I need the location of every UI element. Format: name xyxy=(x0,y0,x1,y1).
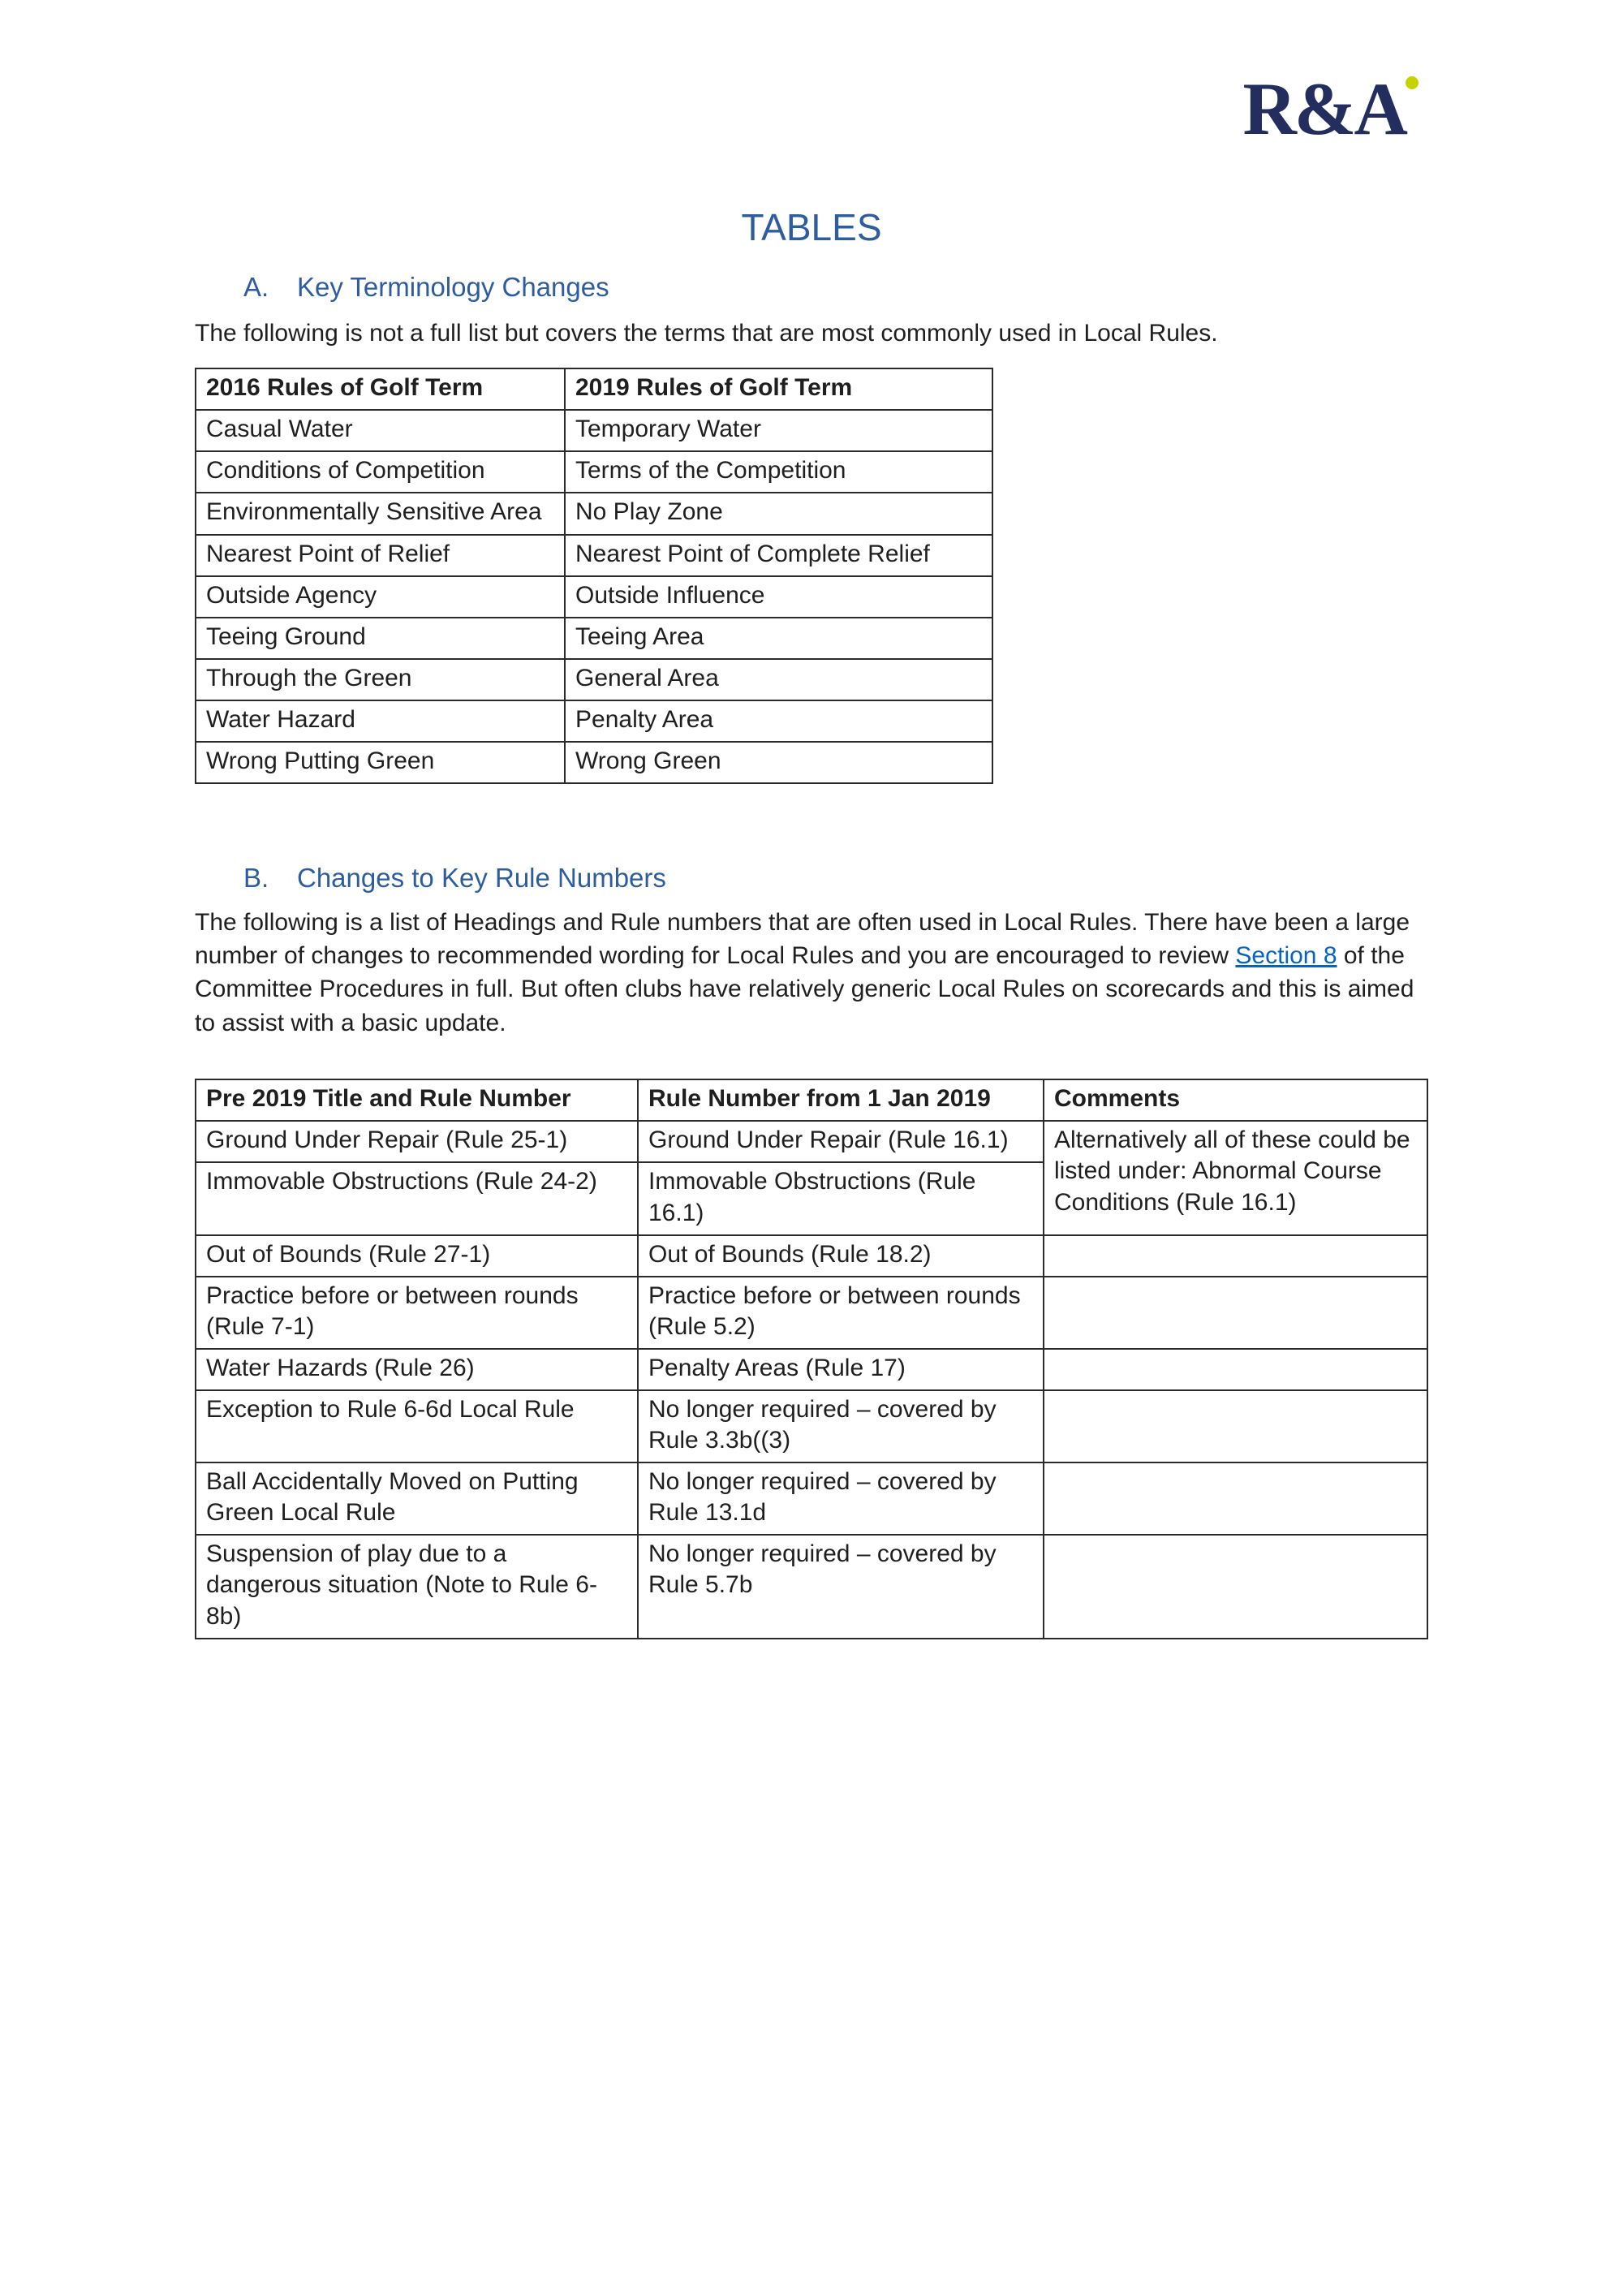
rules-table xyxy=(195,1079,1428,1639)
section-b-heading-text: Changes to Key Rule Numbers xyxy=(297,863,666,894)
table-cell: Exception to Rule 6-6d Local Rule xyxy=(196,1390,638,1462)
ra-logo-dot xyxy=(1406,76,1419,89)
table-cell: Teeing Ground xyxy=(196,618,565,659)
section-b-intro-part1: The following is a list of Headings and Rule numbers that are often used in Local Rules. There have been a large number of changes to recommended wording for Local Rules and you are encouraged to review xyxy=(195,908,1410,970)
table-cell: Out of Bounds (Rule 18.2) xyxy=(638,1235,1044,1277)
table-row xyxy=(196,1349,1427,1390)
table-cell: Practice before or between rounds (Rule 5.2) xyxy=(638,1277,1044,1349)
table-cell: Outside Influence xyxy=(565,576,992,618)
table-cell: No longer required – covered by Rule 5.7b xyxy=(638,1535,1044,1638)
column-header-2019-term: 2019 Rules of Golf Term xyxy=(565,368,992,410)
ra-logo-text: R&A xyxy=(1242,67,1406,150)
table-cell: Suspension of play due to a dangerous situation (Note to Rule 6-8b) xyxy=(196,1535,638,1638)
table-cell: Conditions of Competition xyxy=(196,451,565,493)
table-cell: Environmentally Sensitive Area xyxy=(196,493,565,534)
table-row xyxy=(196,618,992,659)
table-cell-comment xyxy=(1044,1462,1427,1535)
table-row xyxy=(196,1277,1427,1349)
table-row xyxy=(196,1535,1427,1638)
table-row xyxy=(196,535,992,576)
table-cell: No longer required – covered by Rule 3.3b((3) xyxy=(638,1390,1044,1462)
table-cell: Water Hazards (Rule 26) xyxy=(196,1349,638,1390)
column-header-comments: Comments xyxy=(1044,1079,1427,1121)
table-row xyxy=(196,659,992,700)
table-row xyxy=(196,700,992,742)
table-cell: Out of Bounds (Rule 27-1) xyxy=(196,1235,638,1277)
table-cell: Wrong Putting Green xyxy=(196,742,565,783)
table-cell: Nearest Point of Complete Relief xyxy=(565,535,992,576)
table-cell: No longer required – covered by Rule 13.1d xyxy=(638,1462,1044,1535)
column-header-from-2019: Rule Number from 1 Jan 2019 xyxy=(638,1079,1044,1121)
section-b-intro-part2: of the Committee Procedures in full. But often clubs have relatively generic Local Rules on scorecards and this is aimed to assist with a basic update. xyxy=(195,942,1414,1036)
section-b-heading xyxy=(243,862,1428,894)
table-row xyxy=(196,493,992,534)
table-cell: Ground Under Repair (Rule 16.1) xyxy=(638,1121,1044,1162)
table-cell: Practice before or between rounds (Rule 7-1) xyxy=(196,1277,638,1349)
table-cell: Teeing Area xyxy=(565,618,992,659)
table-cell: Outside Agency xyxy=(196,576,565,618)
table-cell-comment xyxy=(1044,1390,1427,1462)
terminology-table xyxy=(195,368,993,784)
table-cell: Casual Water xyxy=(196,410,565,451)
table-cell-comment: Alternatively all of these could be listed under: Abnormal Course Conditions (Rule 16.1) xyxy=(1044,1121,1427,1234)
table-row xyxy=(196,1235,1427,1277)
table-row xyxy=(196,742,992,783)
section-a-heading xyxy=(243,271,1428,304)
table-cell: Penalty Areas (Rule 17) xyxy=(638,1349,1044,1390)
table-cell-comment xyxy=(1044,1235,1427,1277)
table-cell: Terms of the Competition xyxy=(565,451,992,493)
section-8-link[interactable]: Section 8 xyxy=(1235,942,1337,970)
section-b-intro xyxy=(195,906,1428,1040)
table-row xyxy=(196,451,992,493)
section-a-letter: A. xyxy=(243,272,269,303)
table-row xyxy=(196,1390,1427,1462)
table-row xyxy=(196,410,992,451)
section-a-heading-text: Key Terminology Changes xyxy=(297,272,609,303)
table-cell: Temporary Water xyxy=(565,410,992,451)
table-row xyxy=(196,1121,1427,1162)
table-row xyxy=(196,1462,1427,1535)
table-cell: Nearest Point of Relief xyxy=(196,535,565,576)
column-header-pre-2019: Pre 2019 Title and Rule Number xyxy=(196,1079,638,1121)
table-cell-comment xyxy=(1044,1277,1427,1349)
table-header-row xyxy=(196,368,992,410)
table-cell: Ball Accidentally Moved on Putting Green Local Rule xyxy=(196,1462,638,1535)
table-cell: Water Hazard xyxy=(196,700,565,742)
table-cell-comment xyxy=(1044,1349,1427,1390)
table-cell: Wrong Green xyxy=(565,742,992,783)
column-header-2016-term: 2016 Rules of Golf Term xyxy=(196,368,565,410)
table-cell-comment xyxy=(1044,1535,1427,1638)
table-cell: Penalty Area xyxy=(565,700,992,742)
ra-logo xyxy=(1242,67,1406,150)
table-row xyxy=(196,576,992,618)
table-cell: Immovable Obstructions (Rule 16.1) xyxy=(638,1162,1044,1234)
page-title: TABLES xyxy=(741,206,882,248)
table-cell: Immovable Obstructions (Rule 24-2) xyxy=(196,1162,638,1234)
table-cell: Through the Green xyxy=(196,659,565,700)
section-b-letter: B. xyxy=(243,863,269,894)
section-a-intro: The following is not a full list but covers the terms that are most commonly used in Local Rules. xyxy=(195,319,1218,347)
table-header-row xyxy=(196,1079,1427,1121)
table-cell: Ground Under Repair (Rule 25-1) xyxy=(196,1121,638,1162)
table-cell: No Play Zone xyxy=(565,493,992,534)
table-cell: General Area xyxy=(565,659,992,700)
